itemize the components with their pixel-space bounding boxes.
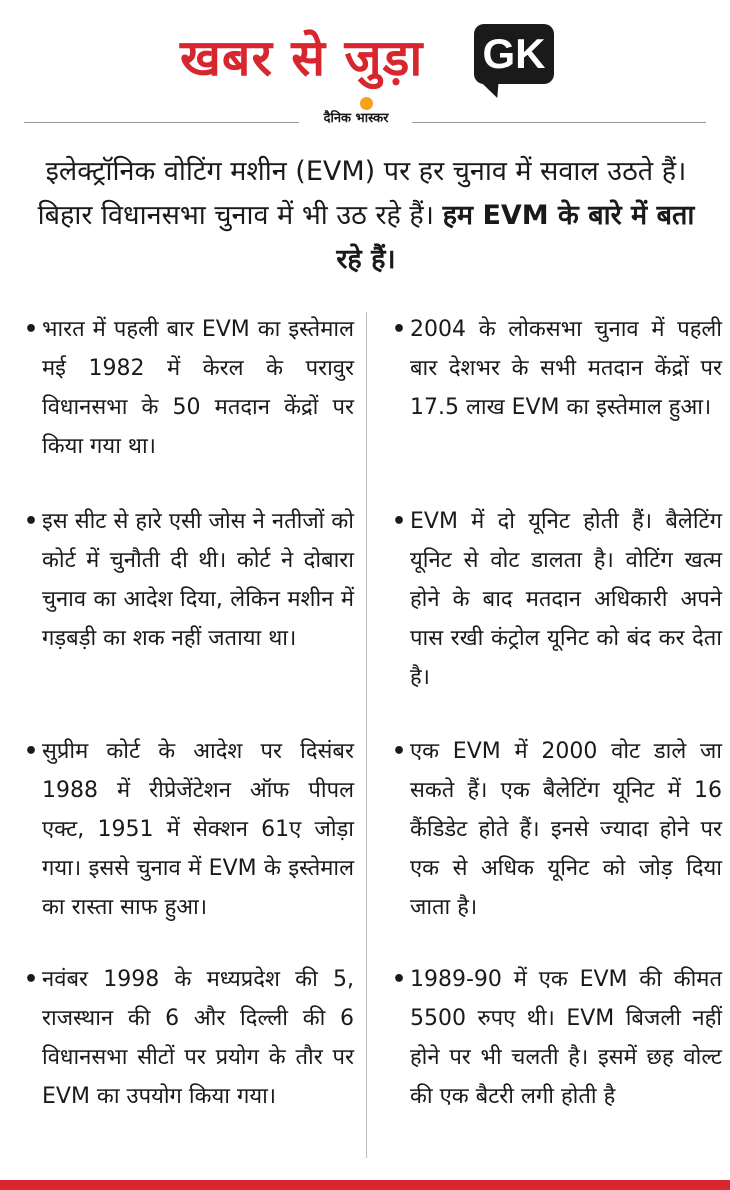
bullet-icon: • — [24, 317, 39, 342]
column-divider — [366, 312, 367, 1158]
list-item — [392, 310, 722, 427]
item-text: नवंबर 1998 के मध्यप्रदेश की 5, राजस्थान की 6 और दिल्ली की 6 विधानसभा सीटों पर प्रयोग के तौर पर EVM का उपयोग किया गया। — [42, 967, 354, 1109]
list-item — [392, 960, 722, 1116]
bullet-icon: • — [392, 509, 407, 534]
header — [0, 0, 730, 130]
intro-bold-text: हम EVM के बारे में बता रहे हैं। — [336, 200, 695, 275]
header-divider-right — [412, 122, 706, 123]
item-text: EVM में दो यूनिट होती हैं। बैलेटिंग यूनिट से वोट डालता है। वोटिंग खत्म होने के बाद मतदान अधिकारी अपने पास रखी कंट्रोल यूनिट को बंद कर देता है। — [410, 509, 722, 690]
list-item — [24, 960, 354, 1116]
item-text: सुप्रीम कोर्ट के आदेश पर दिसंबर 1988 में रीप्रेजेंटेशन ऑफ पीपल एक्ट, 1951 में सेक्शन 61ए जोड़ा गया। इससे चुनाव में EVM के इस्तेमाल का रास्ता साफ हुआ। — [42, 739, 354, 920]
item-text: एक EVM में 2000 वोट डाले जा सकते हैं। एक बैलेटिंग यूनिट में 16 कैंडिडेट होते हैं। इनसे ज्यादा होने पर एक से अधिक यूनिट को जोड़ दिया जाता है। — [410, 739, 722, 920]
header-divider-left — [24, 122, 299, 123]
gk-badge: GK — [474, 24, 554, 84]
page-title: खबर से जुड़ा — [180, 29, 424, 87]
list-item — [392, 732, 722, 927]
bullet-icon: • — [24, 739, 39, 764]
intro-text: इलेक्ट्रॉनिक वोटिंग मशीन (EVM) पर हर चुनाव में सवाल उठते हैं। बिहार विधानसभा चुनाव में भी उठ रहे हैं। — [37, 156, 687, 231]
list-item — [24, 732, 354, 927]
bullet-icon: • — [392, 317, 407, 342]
bullet-icon: • — [24, 967, 39, 992]
bullet-icon: • — [24, 509, 39, 534]
list-item — [24, 502, 354, 658]
bullet-icon: • — [392, 739, 407, 764]
list-item — [392, 502, 722, 697]
bullet-icon: • — [392, 967, 407, 992]
bottom-accent-bar — [0, 1180, 730, 1190]
item-text: 1989-90 में एक EVM की कीमत 5500 रुपए थी। EVM बिजली नहीं होने पर भी चलती है। इसमें छह वोल्ट की एक बैटरी लगी होती है — [410, 967, 722, 1109]
item-text: इस सीट से हारे एसी जोस ने नतीजों को कोर्ट में चुनौती दी थी। कोर्ट ने दोबारा चुनाव का आदेश दिया, लेकिन मशीन में गड़बड़ी का शक नहीं जताया था। — [42, 509, 354, 651]
brand-logo: दैनिक भास्कर — [323, 111, 389, 126]
item-text: 2004 के लोकसभा चुनाव में पहली बार देशभर के सभी मतदान केंद्रों पर 17.5 लाख EVM का इस्तेमाल हुआ। — [410, 317, 722, 420]
intro-paragraph — [26, 150, 706, 282]
list-item — [24, 310, 354, 466]
item-text: भारत में पहली बार EVM का इस्तेमाल मई 1982 में केरल के परावुर विधानसभा के 50 मतदान केंद्रों पर किया गया था। — [42, 317, 354, 459]
